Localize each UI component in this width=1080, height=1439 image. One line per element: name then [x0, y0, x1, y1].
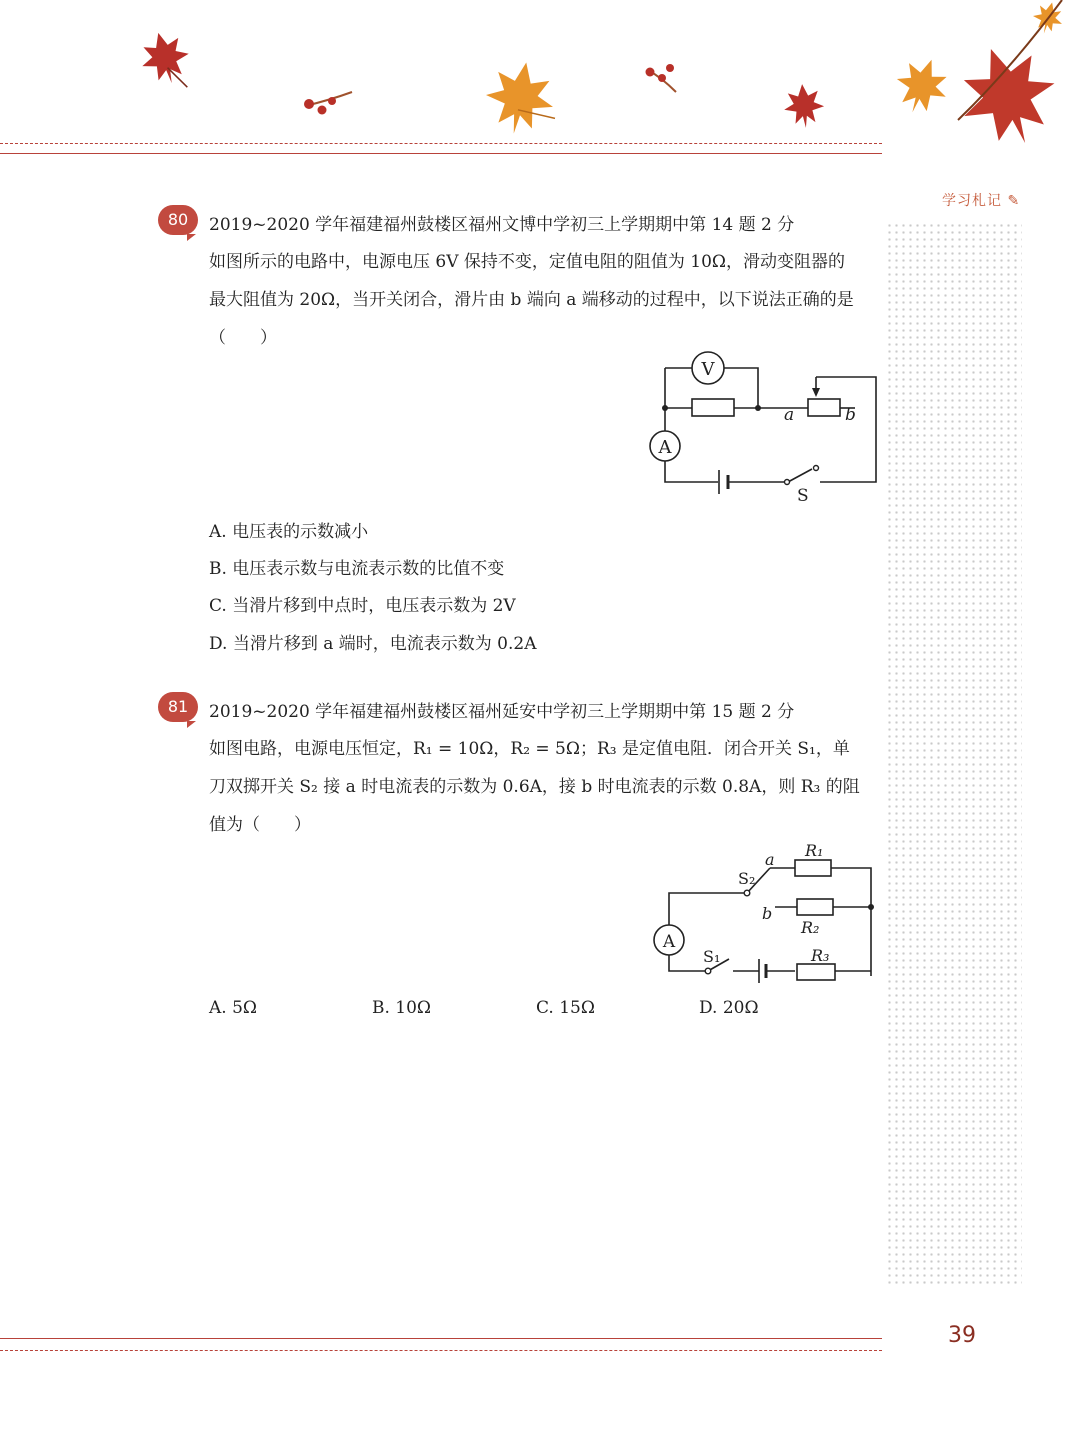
- circuit-diagram: [645, 838, 885, 988]
- end-b-label: b: [845, 405, 856, 425]
- rheostat-icon: [808, 399, 840, 416]
- resistor-r1-icon: [795, 860, 831, 876]
- notes-label: 学习札记 ✎: [942, 193, 1021, 209]
- berry-branch-icon: [304, 92, 352, 115]
- r3-label: R₃: [811, 946, 830, 965]
- resistor-r3-icon: [797, 964, 835, 980]
- question-text-line: 如图电路，电源电压恒定，R₁ = 10Ω，R₂ = 5Ω；R₃ 是定值电阻．闭合开关 S₁，单: [209, 739, 850, 759]
- autumn-leaves-decoration: [0, 0, 1080, 160]
- s2-label: S₂: [738, 869, 756, 888]
- question-text-line: 值为（ ）: [209, 815, 311, 835]
- maple-leaf-icon: [480, 57, 563, 140]
- footer-dashed-rule: [0, 1350, 882, 1351]
- option-d[interactable]: D. 20Ω: [699, 998, 759, 1018]
- option-c[interactable]: C. 15Ω: [536, 998, 595, 1018]
- maple-leaf-icon: [888, 51, 956, 121]
- end-b-label: b: [762, 904, 773, 923]
- berry-branch-icon: [646, 64, 677, 92]
- resistor-r2-icon: [797, 899, 833, 915]
- option-b[interactable]: B. 10Ω: [372, 998, 432, 1018]
- question-source: 2019~2020 学年福建福州鼓楼区福州文博中学初三上学期期中第 14 题 2 分: [209, 215, 795, 235]
- notes-dot-grid: [886, 222, 1022, 1286]
- s1-label: S₁: [703, 947, 721, 966]
- question-text-line: 如图所示的电路中，电源电压 6V 保持不变，定值电阻的阻值为 10Ω，滑动变阻器的: [209, 252, 846, 272]
- ammeter-label: A: [658, 437, 672, 458]
- question-text-line: 最大阻值为 20Ω，当开关闭合，滑片由 b 端向 a 端移动的过程中，以下说法正确的是: [209, 290, 854, 310]
- question-number-badge: 80: [158, 205, 198, 235]
- option-a[interactable]: A. 5Ω: [209, 998, 257, 1018]
- question-text-line: 刀双掷开关 S₂ 接 a 时电流表的示数为 0.6A，接 b 时电流表的示数 0.8A，则 R₃ 的阻: [209, 777, 860, 797]
- resistor-icon: [692, 399, 734, 416]
- end-a-label: a: [765, 850, 775, 869]
- r1-label: R₁: [805, 841, 824, 860]
- end-a-label: a: [784, 405, 795, 425]
- maple-leaf-icon: [782, 82, 826, 129]
- question-number-badge: 81: [158, 692, 198, 722]
- option-b[interactable]: B. 电压表示数与电流表示数的比值不变: [209, 559, 505, 579]
- pencil-icon: ✎: [1007, 193, 1021, 209]
- switch-label: S: [797, 486, 809, 506]
- option-a[interactable]: A. 电压表的示数减小: [209, 522, 369, 542]
- ammeter-label: A: [662, 932, 676, 952]
- voltmeter-label: V: [701, 359, 715, 380]
- header-dashed-rule: [0, 143, 882, 144]
- page-number: 39: [948, 1323, 976, 1348]
- option-c[interactable]: C. 当滑片移到中点时，电压表示数为 2V: [209, 596, 516, 616]
- maple-leaf-icon: [946, 33, 1070, 160]
- footer-solid-rule: [0, 1338, 882, 1339]
- question-source: 2019~2020 学年福建福州鼓楼区福州延安中学初三上学期期中第 15 题 2 分: [209, 702, 795, 722]
- option-d[interactable]: D. 当滑片移到 a 端时，电流表示数为 0.2A: [209, 634, 537, 654]
- r2-label: R₂: [801, 918, 820, 937]
- question-text-line: （ ）: [209, 328, 277, 348]
- header-solid-rule: [0, 153, 882, 154]
- maple-leaf-icon: [135, 27, 197, 97]
- circuit-diagram: [640, 348, 885, 508]
